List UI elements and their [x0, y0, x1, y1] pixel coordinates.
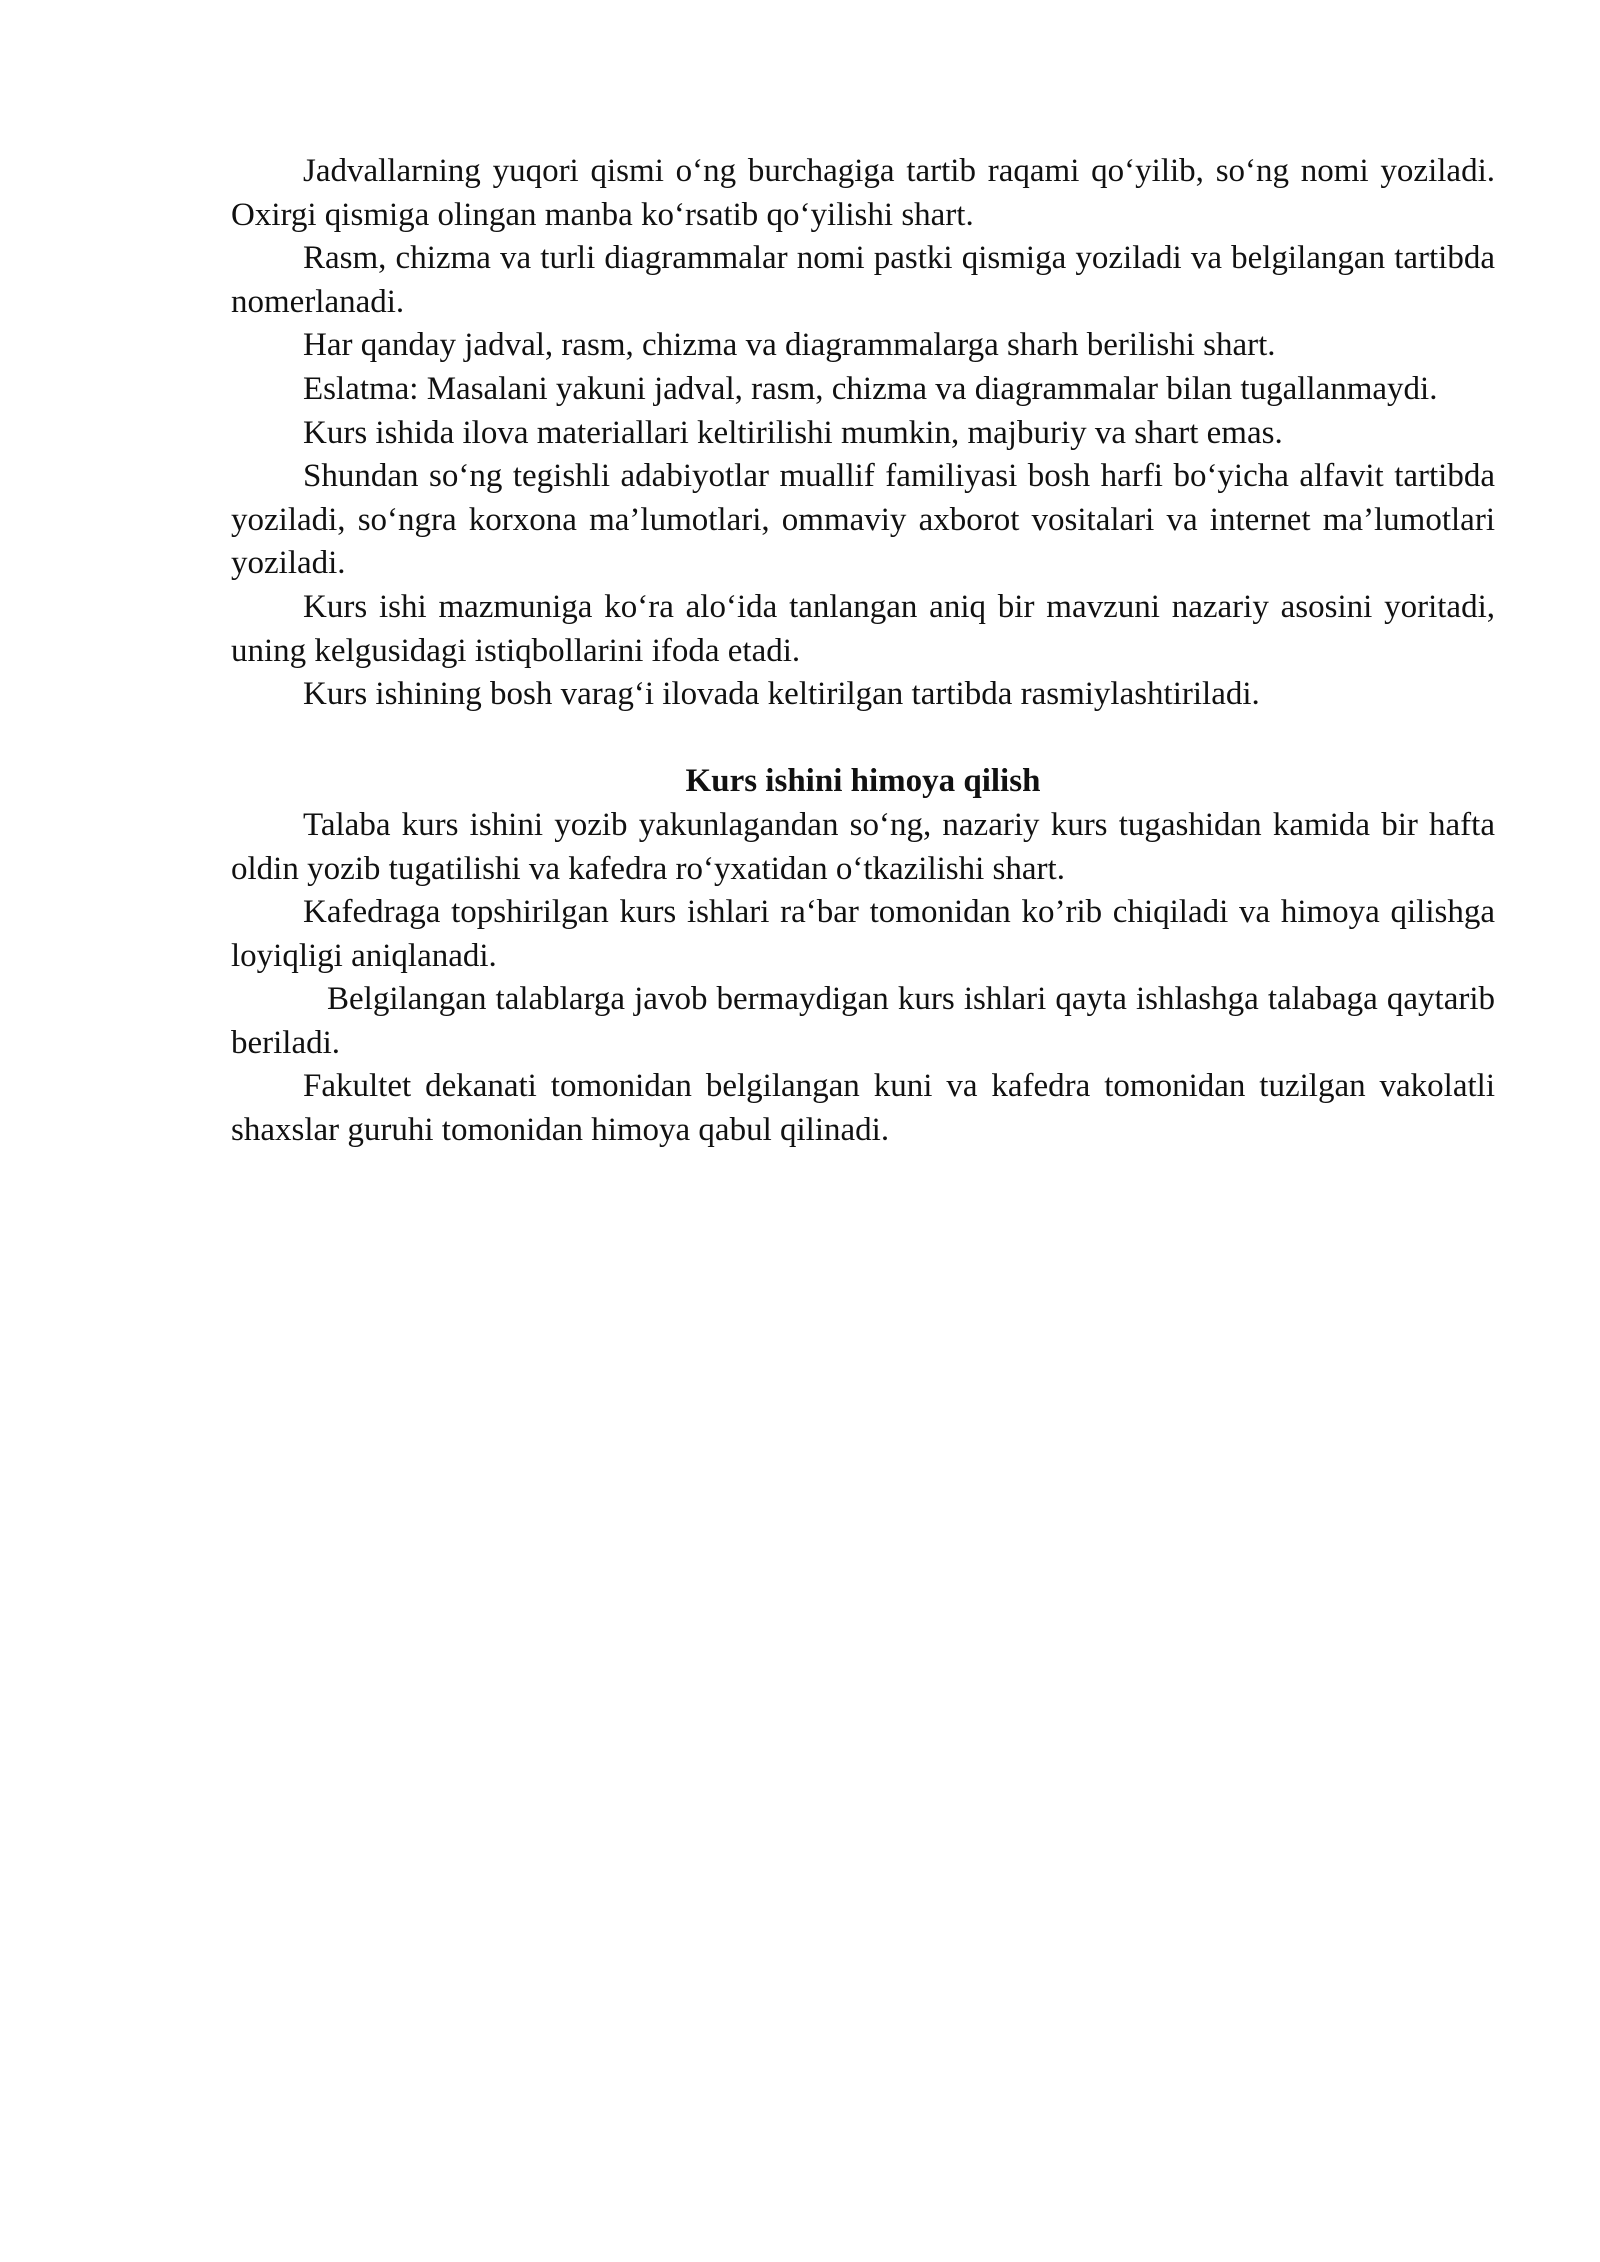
paragraph-supervisor-review: Kafedraga topshirilgan kurs ishlari ra‘bar tomonidan ko’rib chiqiladi va himoya qilishga loyiqligi aniqlanadi. [231, 894, 1495, 974]
paragraph-table-caption-rules: Jadvallarning yuqori qismi o‘ng burchagiga tartib raqami qo‘yilib, so‘ng nomi yoziladi. Oxirgi qismiga olingan manba ko‘rsatib qo‘yilishi shart. [231, 153, 1495, 233]
paragraph-references-order: Shundan so‘ng tegishli adabiyotlar muallif familiyasi bosh harfi bo‘yicha alfavit tartibda yoziladi, so‘ngra korxona ma’lumotlari, ommaviy axborot vositalari va internet ma’lumotlari yoziladi. [231, 458, 1495, 582]
document-body [231, 150, 1495, 1153]
paragraph-title-page: Kurs ishining bosh varag‘i ilovada keltirilgan tartibda rasmiylashtiriladi. [303, 676, 1260, 713]
paragraph-commentary-rule: Har qanday jadval, rasm, chizma va diagrammalarga sharh berilishi shart. [303, 327, 1276, 364]
paragraph-note: Eslatma: Masalani yakuni jadval, rasm, chizma va diagrammalar bilan tugallanmaydi. [303, 370, 1438, 407]
paragraph-figure-caption-rules: Rasm, chizma va turli diagrammalar nomi pastki qismiga yoziladi va belgilangan tartibda nomerlanadi. [231, 240, 1495, 320]
section-spacer [231, 717, 1495, 761]
paragraph-appendix-materials: Kurs ishida ilova materiallari keltirilishi mumkin, majburiy va shart emas. [303, 414, 1283, 451]
paragraph-submission-deadline: Talaba kurs ishini yozib yakunlagandan so‘ng, nazariy kurs tugashidan kamida bir hafta oldin yozib tugatilishi va kafedra ro‘yxatidan o‘tkazilishi shart. [231, 806, 1495, 887]
section-heading: Kurs ishini himoya qilish [685, 763, 1041, 800]
paragraph-course-work-content: Kurs ishi mazmuniga ko‘ra alo‘ida tanlangan aniq bir mavzuni nazariy asosini yoritadi, uning kelgusidagi istiqbollarini ifoda etadi. [231, 588, 1495, 669]
paragraph-return-for-rework: Belgilangan talablarga javob bermaydigan kurs ishlari qayta ishlashga talabaga qaytarib beriladi. [231, 981, 1495, 1061]
paragraph-defense-committee: Fakultet dekanati tomonidan belgilangan kuni va kafedra tomonidan tuzilgan vakolatli shaxslar guruhi tomonidan himoya qabul qilinadi. [231, 1068, 1495, 1149]
